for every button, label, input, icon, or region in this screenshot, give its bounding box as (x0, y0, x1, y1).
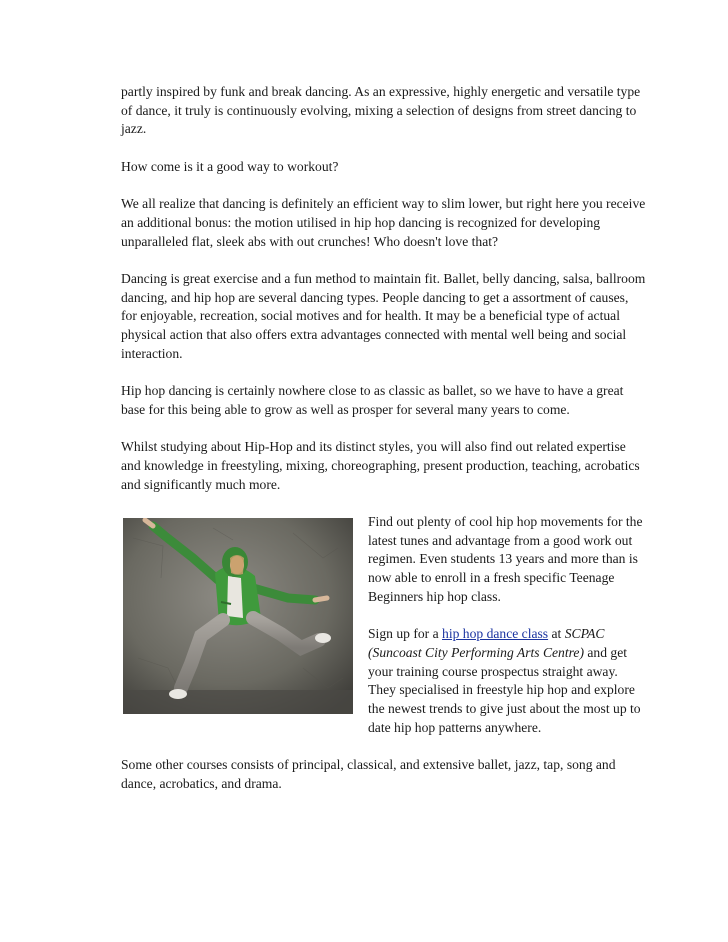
body-paragraph-5: Whilst studying about Hip-Hop and its distinct styles, you will also find out related expertise and knowledge in freestyling, mixing, choreographing, present production, teaching, acrobatics and significantly much more. (121, 439, 640, 492)
figure-section (121, 513, 646, 756)
venue-name: SCPAC (Suncoast City Performing Arts Centre) (368, 626, 605, 660)
body-paragraph-3: Dancing is great exercise and a fun method to maintain fit. Ballet, belly dancing, salsa, ballroom dancing, and hip hop are several dancing types. People dancing to get a assortment of causes, for enjoyable, recreation, social motives and for health. It may be a beneficial type of actual physical action that also offers extra advantages connected with mental well being and social interaction. (121, 270, 646, 361)
document-page (121, 83, 646, 812)
dancer-photo (123, 518, 353, 714)
signup-prefix: Sign up for a (368, 626, 443, 642)
hip-hop-dance-class-link[interactable]: hip hop dance class (442, 626, 549, 642)
closing-paragraph: Some other courses consists of principal, classical, and extensive ballet, jazz, tap, song and dance, acrobatics, and drama. (121, 757, 616, 791)
body-paragraph-4: Hip hop dancing is certainly nowhere close to as classic as ballet, so we have to have a great base for this being able to grow as well as prosper for several many years to come. (121, 383, 624, 417)
side-paragraph: Find out plenty of cool hip hop movements for the latest tunes and advantage from a good work out regimen. Even students 13 years and more than is now able to enroll in a fresh specific Teenage Beginners hip hop class. (368, 514, 643, 604)
dancer-image (123, 518, 353, 714)
signup-middle: at (548, 626, 565, 642)
body-paragraph-2: We all realize that dancing is definitely an efficient way to slim lower, but right here you receive an additional bonus: the motion utilised in hip hop dancing is recognized for developing unparalleled flat, sleek abs with out crunches! Who doesn't love that? (121, 196, 646, 249)
body-paragraph-question: How come is it a good way to workout? (121, 158, 339, 174)
body-paragraph-1: partly inspired by funk and break dancing. As an expressive, highly energetic and versatile type of dance, it truly is continuously evolving, mixing a selection of designs from street dancing to jazz. (121, 84, 641, 137)
signup-suffix: and get your training course prospectus straight away. They specialised in freestyle hip hop and explore the newest trends to give just about the most up to date hip hop patterns anywhere. (368, 644, 641, 735)
